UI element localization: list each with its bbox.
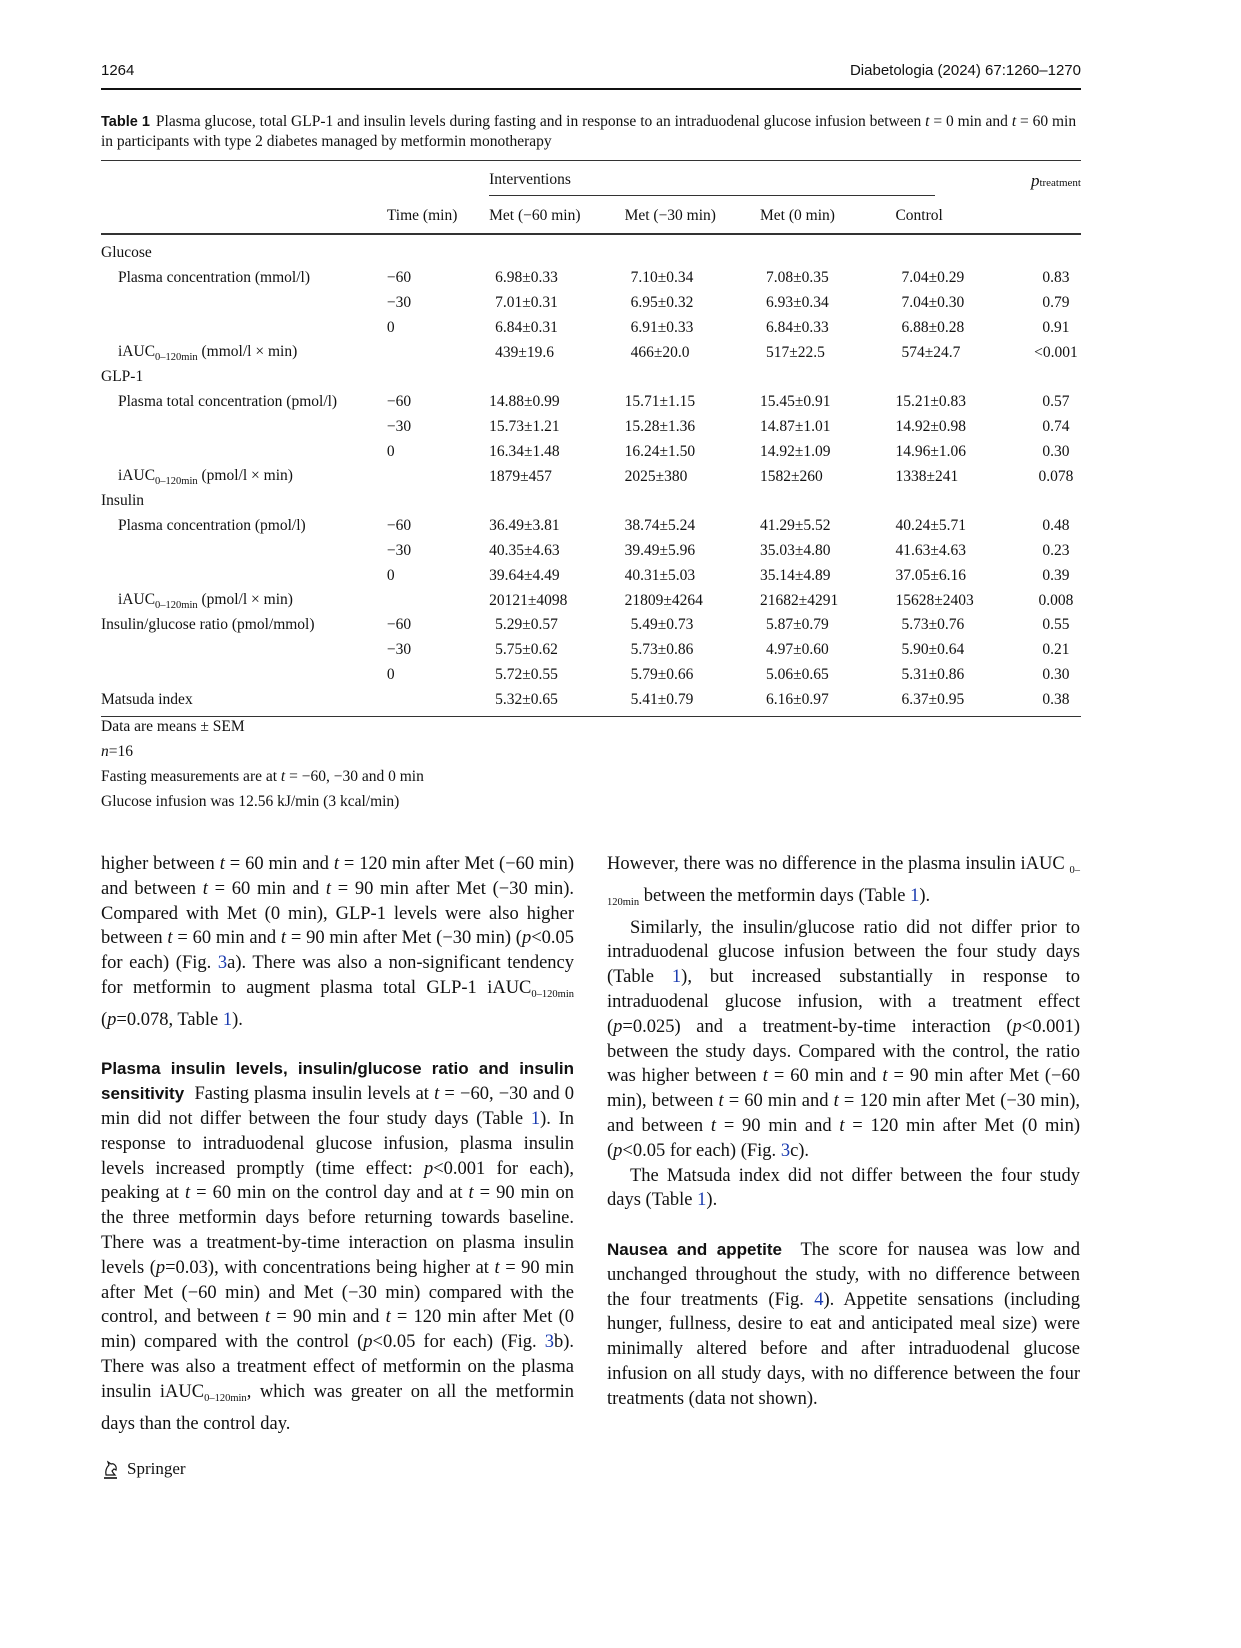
time-cell bbox=[387, 588, 489, 613]
table-row bbox=[101, 340, 1081, 365]
p-value-cell: 0.83 bbox=[1042, 269, 1070, 287]
row-label: iAUC$_{0-120min}$ (pmol/l × min) bbox=[118, 466, 293, 487]
value-cell: 15.45±0.91 bbox=[760, 393, 831, 411]
time-cell: −60 bbox=[386, 517, 412, 535]
running-header bbox=[101, 60, 1081, 90]
value-cell: 2025±380 bbox=[624, 467, 688, 485]
col-header-met-30: Met (−30 min) bbox=[625, 199, 760, 234]
row-label: Matsuda index bbox=[101, 687, 387, 716]
value-cell: 466±20.0 bbox=[630, 343, 690, 361]
row-label bbox=[101, 563, 387, 588]
table-body bbox=[101, 234, 1081, 717]
value-cell: 40.35±4.63 bbox=[489, 541, 560, 559]
row-label bbox=[101, 539, 387, 564]
footer bbox=[101, 1458, 186, 1480]
value-cell: 15.71±1.15 bbox=[624, 393, 696, 411]
col-header-control: Control bbox=[895, 199, 1030, 234]
paragraph: Similarly, the insulin/glucose ratio did not differ prior to intraduodenal glucose infusion between the four study days (Table 1), but increased substantially in response to intraduodenal glucose infusion, with a treatment effect (p=0.025) and a treatment-by-time interaction (p<0.001) between the study days. Compared with the control, the ratio was higher between t = 60 min and t = 90 min after Met (−60 min), between t = 60 min and t = 120 min after Met (−30 min), and between t = 90 min and t = 120 min after Met (0 min) (p<0.05 for each) (Fig. 3c). bbox=[607, 917, 1080, 1161]
row-label: Plasma total concentration (pmol/l) bbox=[118, 393, 338, 411]
time-cell: −60 bbox=[386, 616, 412, 634]
value-cell: 14.88±0.99 bbox=[489, 393, 560, 411]
value-cell: 20121±4098 bbox=[489, 591, 568, 609]
time-cell: 0 bbox=[386, 442, 395, 460]
row-label: Insulin/glucose ratio (pmol/mmol) bbox=[101, 616, 315, 634]
p-value-cell: 0.39 bbox=[1042, 566, 1070, 584]
table-label: Table 1 bbox=[101, 114, 150, 130]
table-row bbox=[101, 315, 1081, 340]
table-row bbox=[101, 588, 1081, 613]
value-cell: 5.72±0.55 bbox=[495, 665, 558, 683]
p-value-cell: 0.30 bbox=[1042, 442, 1070, 460]
note-means: Data are means ± SEM bbox=[101, 718, 245, 735]
time-cell bbox=[387, 464, 489, 489]
row-label: iAUC$_{0-120min}$ (pmol/l × min) bbox=[118, 590, 293, 611]
time-cell: 0 bbox=[386, 665, 395, 683]
time-cell: −30 bbox=[386, 641, 412, 659]
table-section-row bbox=[101, 365, 1081, 390]
value-cell: 21809±4264 bbox=[624, 591, 703, 609]
header-rule bbox=[489, 195, 935, 196]
value-cell: 6.98±0.33 bbox=[495, 269, 558, 287]
value-cell: 41.63±4.63 bbox=[895, 541, 966, 559]
value-cell: 6.95±0.32 bbox=[630, 293, 694, 311]
p-value-cell: 0.23 bbox=[1042, 541, 1070, 559]
p-treatment-header: ptreatment bbox=[1031, 161, 1081, 235]
value-cell: 40.31±5.03 bbox=[624, 566, 696, 584]
time-cell bbox=[387, 340, 489, 365]
p-value-cell: 0.55 bbox=[1042, 616, 1070, 634]
table-row bbox=[101, 563, 1081, 588]
table-notes bbox=[101, 714, 424, 814]
p-value-cell: <0.001 bbox=[1034, 343, 1078, 361]
table-row bbox=[101, 415, 1081, 440]
p-value-cell: 0.078 bbox=[1038, 467, 1074, 485]
row-label bbox=[101, 315, 387, 340]
value-cell: 16.24±1.50 bbox=[624, 442, 696, 460]
value-cell: 574±24.7 bbox=[901, 343, 961, 361]
time-cell: −30 bbox=[386, 417, 412, 435]
value-cell: 14.87±1.01 bbox=[760, 417, 831, 435]
col-header-met-60: Met (−60 min) bbox=[489, 199, 624, 234]
value-cell: 15.28±1.36 bbox=[624, 417, 696, 435]
table-row bbox=[101, 464, 1081, 489]
value-cell: 5.73±0.86 bbox=[630, 641, 694, 659]
row-label: iAUC$_{0-120min}$ (mmol/l × min) bbox=[118, 342, 298, 363]
value-cell: 7.10±0.34 bbox=[630, 269, 694, 287]
value-cell: 39.64±4.49 bbox=[489, 566, 560, 584]
value-cell: 6.37±0.95 bbox=[895, 687, 1030, 716]
value-cell: 6.16±0.97 bbox=[760, 687, 895, 716]
note-n: n=16 bbox=[101, 743, 133, 760]
value-cell: 15628±2403 bbox=[895, 591, 974, 609]
p-value-cell: 0.91 bbox=[1042, 318, 1070, 336]
time-cell: 0 bbox=[386, 318, 395, 336]
table-row bbox=[101, 514, 1081, 539]
value-cell: 40.24±5.71 bbox=[895, 517, 966, 535]
page-number: 1264 bbox=[101, 62, 135, 79]
time-cell: −30 bbox=[386, 293, 412, 311]
value-cell: 15.73±1.21 bbox=[489, 417, 560, 435]
section-heading: Nausea and appetite bbox=[607, 1239, 782, 1259]
value-cell: 5.32±0.65 bbox=[489, 687, 624, 716]
value-cell: 7.08±0.35 bbox=[766, 269, 829, 287]
caption-text: Plasma glucose, total GLP-1 and insulin levels during fasting and in response to an intraduodenal glucose infusion between t = 0 min and t = 60 min in participants with type 2 diabetes managed by metformin monotherapy bbox=[101, 113, 1077, 150]
value-cell: 5.49±0.73 bbox=[630, 616, 694, 634]
left-column bbox=[101, 852, 574, 1436]
section-title: Glucose bbox=[101, 244, 152, 262]
table-row bbox=[101, 390, 1081, 415]
value-cell: 7.04±0.29 bbox=[901, 269, 965, 287]
value-cell: 14.92±1.09 bbox=[760, 442, 831, 460]
value-cell: 35.03±4.80 bbox=[760, 541, 831, 559]
value-cell: 37.05±6.16 bbox=[895, 566, 966, 584]
paragraph: However, there was no difference in the plasma insulin iAUC $_{0-120min}$ between the metformin days (Table 1). bbox=[607, 854, 1080, 908]
note-infusion: Glucose infusion was 12.56 kJ/min (3 kcal/min) bbox=[101, 793, 400, 810]
row-label: Plasma concentration (pmol/l) bbox=[118, 517, 306, 535]
table-row bbox=[101, 687, 1081, 716]
interventions-header: Interventions bbox=[489, 161, 1031, 200]
value-cell: 36.49±3.81 bbox=[489, 517, 560, 535]
journal-citation: Diabetologia (2024) 67:1260–1270 bbox=[849, 62, 1081, 79]
p-value-cell: 0.21 bbox=[1042, 641, 1070, 659]
value-cell: 517±22.5 bbox=[766, 343, 825, 361]
note-fasting: Fasting measurements are at t = −60, −30 and 0 min bbox=[101, 768, 424, 785]
value-cell: 5.87±0.79 bbox=[766, 616, 829, 634]
value-cell: 5.75±0.62 bbox=[495, 641, 558, 659]
value-cell: 6.84±0.33 bbox=[766, 318, 829, 336]
time-cell: −30 bbox=[386, 541, 412, 559]
p-value-cell: 0.74 bbox=[1042, 417, 1070, 435]
paragraph: The Matsuda index did not differ between the four study days (Table 1). bbox=[607, 1165, 1080, 1211]
value-cell: 5.90±0.64 bbox=[901, 641, 965, 659]
value-cell: 5.31±0.86 bbox=[901, 665, 965, 683]
value-cell: 5.06±0.65 bbox=[766, 665, 829, 683]
value-cell: 5.29±0.57 bbox=[495, 616, 558, 634]
table-row bbox=[101, 266, 1081, 291]
value-cell: 38.74±5.24 bbox=[624, 517, 696, 535]
table-caption bbox=[101, 112, 1081, 152]
value-cell: 6.91±0.33 bbox=[630, 318, 694, 336]
value-cell: 4.97±0.60 bbox=[766, 641, 829, 659]
time-cell: −60 bbox=[386, 393, 412, 411]
value-cell: 7.01±0.31 bbox=[495, 293, 558, 311]
value-cell: 5.79±0.66 bbox=[630, 665, 694, 683]
time-cell: 0 bbox=[386, 566, 395, 584]
col-header-met-0: Met (0 min) bbox=[760, 199, 895, 234]
results-table bbox=[101, 160, 1081, 717]
p-value-cell: 0.38 bbox=[1031, 687, 1081, 716]
value-cell: 1582±260 bbox=[760, 467, 823, 485]
col-header-time: Time (min) bbox=[387, 199, 489, 234]
table-row bbox=[101, 638, 1081, 663]
table-row bbox=[101, 663, 1081, 688]
row-label bbox=[101, 439, 387, 464]
p-value-cell: 0.57 bbox=[1042, 393, 1070, 411]
value-cell: 15.21±0.83 bbox=[895, 393, 966, 411]
paragraph: Plasma insulin levels, insulin/glucose ratio and insulin sensitivity Fasting plasma insulin levels at t = −60, −30 and 0 min did not differ between the four study days (Table 1). In response to intraduodenal glucose infusion, plasma insulin levels increased promptly (time effect: p<0.001 for each), peaking at t = 60 min on the control day and at t = 90 min on the three metformin days before returning towards baseline. There was a treatment-by-time interaction on plasma insulin levels (p=0.03), with concentrations being higher at t = 90 min after Met (−60 min) and Met (−30 min) compared with the control, and between t = 90 min and t = 120 min after Met (0 min) compared with the control (p<0.05 for each) (Fig. 3b). There was also a treatment effect of metformin on the plasma insulin iAUC$_{0-120min}$, which was greater on all the metformin days than the control day. bbox=[101, 1059, 575, 1434]
value-cell: 21682±4291 bbox=[760, 591, 839, 609]
row-label bbox=[101, 415, 387, 440]
table-row bbox=[101, 439, 1081, 464]
p-value-cell: 0.30 bbox=[1042, 665, 1070, 683]
section-heading: Plasma insulin levels, insulin/glucose ratio and insulin sensitivity bbox=[101, 1059, 574, 1104]
section-title: GLP-1 bbox=[101, 368, 144, 386]
value-cell: 439±19.6 bbox=[495, 343, 554, 361]
value-cell: 6.84±0.31 bbox=[495, 318, 558, 336]
value-cell: 35.14±4.89 bbox=[760, 566, 831, 584]
time-cell: −60 bbox=[386, 269, 412, 287]
value-cell: 41.29±5.52 bbox=[760, 517, 831, 535]
section-title: Insulin bbox=[101, 492, 145, 510]
table-section-row bbox=[101, 234, 1081, 266]
table-row bbox=[101, 539, 1081, 564]
value-cell: 6.93±0.34 bbox=[766, 293, 829, 311]
right-column bbox=[607, 852, 1080, 1412]
table-row bbox=[101, 613, 1081, 638]
publisher-name: Springer bbox=[127, 1459, 186, 1478]
paragraph: Nausea and appetite The score for nausea was low and unchanged throughout the study, with no difference between the four treatments (Fig. 4). Appetite sensations (including hunger, fullness, desire to eat and anticipated meal size) were minimally altered before and after intraduodenal glucose infusion on all study days, with no difference between the four treatments (data not shown). bbox=[607, 1239, 1081, 1409]
p-value-cell: 0.79 bbox=[1042, 293, 1070, 311]
value-cell: 1338±241 bbox=[895, 467, 959, 485]
time-cell bbox=[387, 687, 489, 716]
value-cell: 7.04±0.30 bbox=[901, 293, 965, 311]
row-label: Plasma concentration (mmol/l) bbox=[118, 269, 310, 287]
table-section-row bbox=[101, 489, 1081, 514]
row-label bbox=[101, 291, 387, 316]
springer-knight-icon bbox=[101, 1458, 121, 1480]
p-value-cell: 0.008 bbox=[1038, 591, 1074, 609]
value-cell: 16.34±1.48 bbox=[489, 442, 560, 460]
row-label bbox=[101, 663, 387, 688]
table-row bbox=[101, 291, 1081, 316]
value-cell: 5.41±0.79 bbox=[625, 687, 760, 716]
value-cell: 6.88±0.28 bbox=[901, 318, 965, 336]
value-cell: 39.49±5.96 bbox=[624, 541, 696, 559]
value-cell: 5.73±0.76 bbox=[901, 616, 965, 634]
row-label bbox=[101, 638, 387, 663]
value-cell: 14.96±1.06 bbox=[895, 442, 966, 460]
p-value-cell: 0.48 bbox=[1042, 517, 1070, 535]
value-cell: 1879±457 bbox=[489, 467, 552, 485]
value-cell: 14.92±0.98 bbox=[895, 417, 966, 435]
paragraph: higher between t = 60 min and t = 120 min after Met (−60 min) and between t = 60 min and t = 90 min after Met (−30 min). Compared with Met (0 min), GLP-1 levels were also higher between t = 60 min and t = 90 min after Met (−30 min) (p<0.05 for each) (Fig. 3a). There was also a non-significant tendency for metformin to augment plasma total GLP-1 iAUC$_{0-120min}$ (p=0.078, Table 1). bbox=[101, 854, 574, 1030]
